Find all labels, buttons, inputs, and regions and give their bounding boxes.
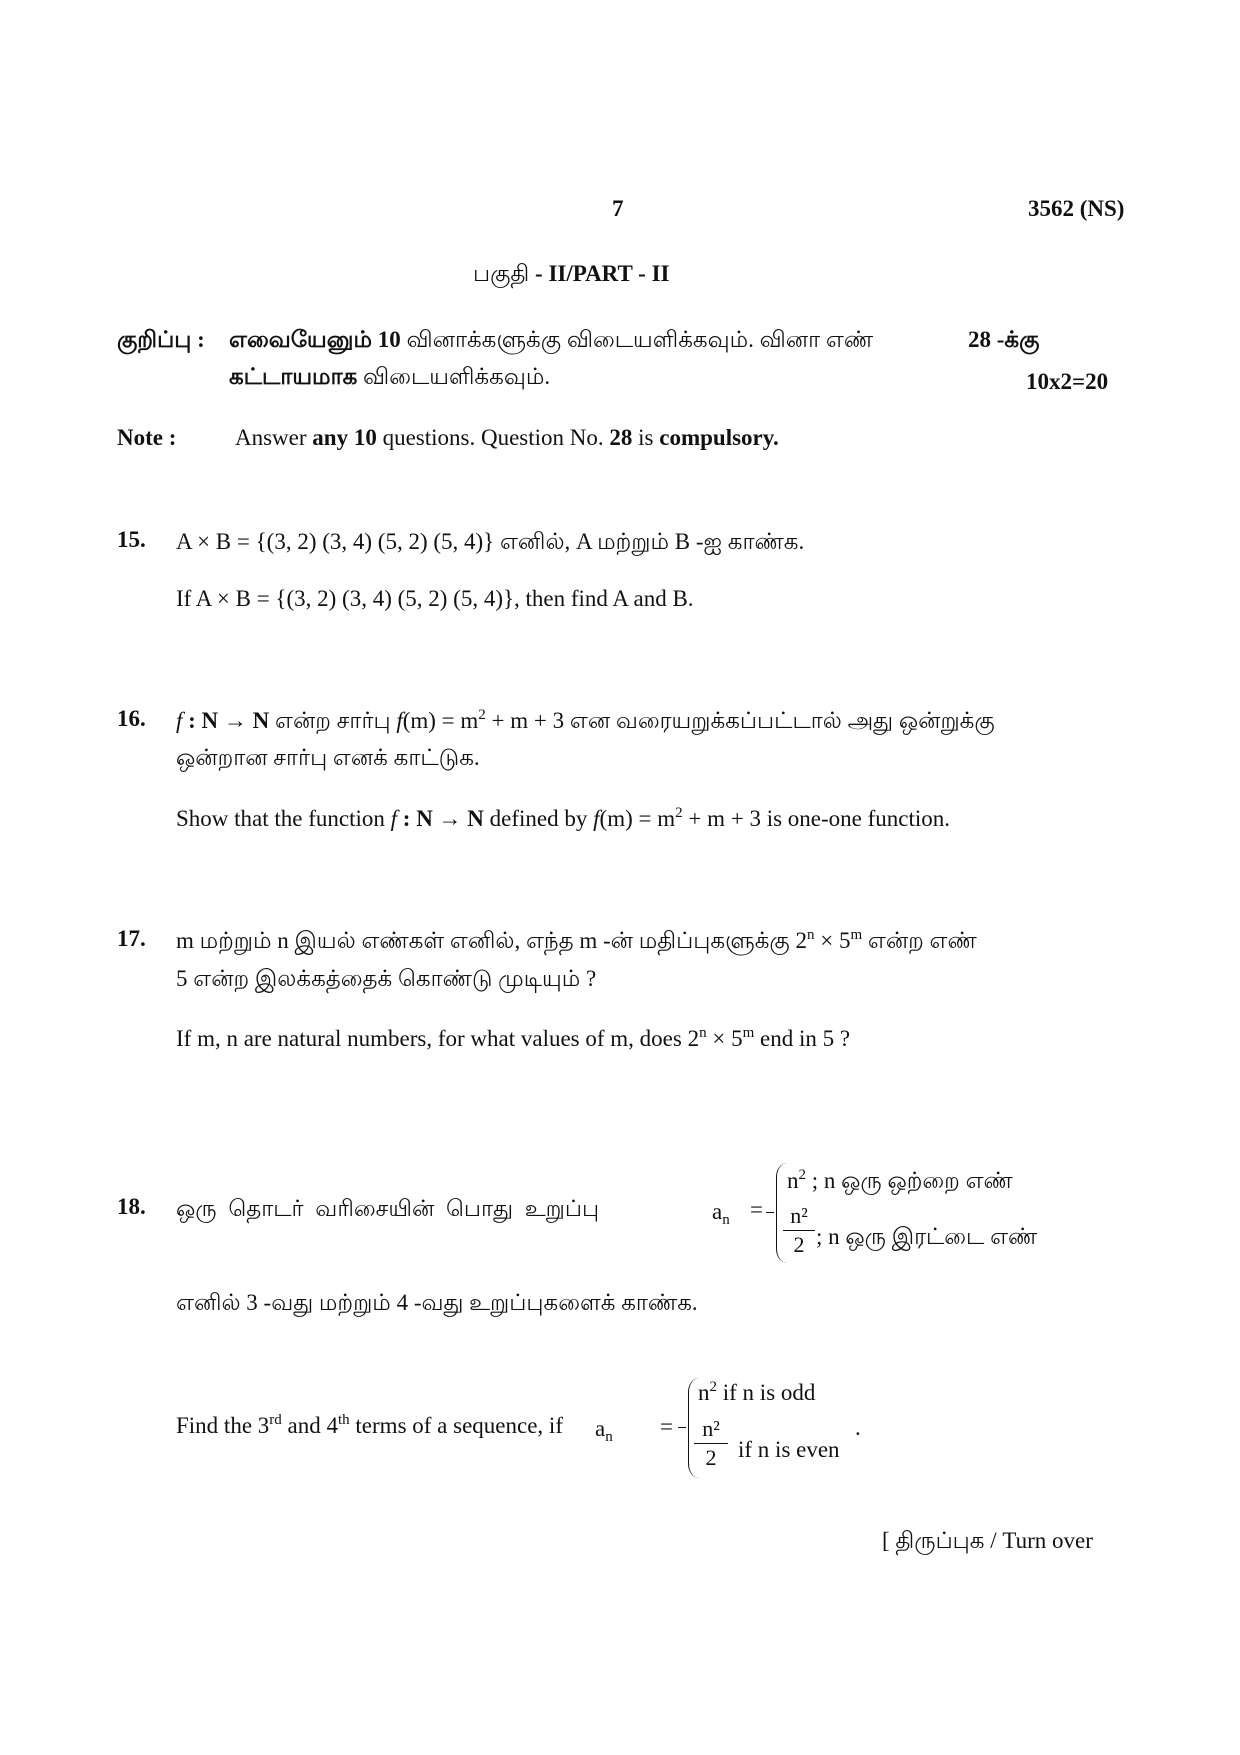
note-q28: 28 xyxy=(609,425,633,450)
note-any10: any 10 xyxy=(312,425,377,450)
instruction-line2-ta xyxy=(229,362,550,392)
q18-en-p1: Find the 3 xyxy=(176,1413,270,1438)
instruction-line1-ta xyxy=(229,325,873,355)
q16-en-post: + m + 3 is one-one function. xyxy=(682,806,951,831)
q18-en-th: th xyxy=(338,1412,350,1428)
q18-en-case1-exp: 2 xyxy=(709,1379,717,1395)
q16-en-exp: 2 xyxy=(675,805,683,821)
question-17-english xyxy=(176,1024,850,1054)
q16-en-f1: f xyxy=(390,806,398,831)
q16-en-f2: f xyxy=(593,806,600,831)
q17-en-mid: × 5 xyxy=(706,1026,743,1051)
note-text xyxy=(235,423,779,453)
part-title-english: II/PART - II xyxy=(548,261,670,286)
q18-ta-case1-n: n xyxy=(787,1168,799,1193)
q16-en-mid: defined by xyxy=(483,806,594,831)
q18-en-equals: = xyxy=(660,1414,673,1439)
q18-en-an xyxy=(595,1414,613,1444)
q18-en-case2-fraction xyxy=(694,1416,728,1471)
paper-code: 3562 (NS) xyxy=(1028,196,1125,221)
question-16-tamil-line2: ஒன்றான சார்பு எனக் காட்டுக. xyxy=(176,745,480,770)
note-part3: is xyxy=(632,425,660,450)
q18-en-frac-bar xyxy=(694,1443,728,1444)
q18-ta-case2-fraction xyxy=(783,1203,815,1258)
q16-mapping: : N → N xyxy=(182,708,270,733)
q17-en-post: end in 5 ? xyxy=(754,1026,851,1051)
q18-en-p3: terms of a sequence, if xyxy=(349,1413,563,1438)
q18-ta-frac-num: n² xyxy=(790,1203,808,1228)
q18-ta-equals: = xyxy=(750,1197,763,1222)
q18-en-case1 xyxy=(698,1378,815,1408)
turn-over-note: [ திருப்புக / Turn over xyxy=(882,1528,1093,1553)
question-18-tamil-line2: எனில் 3 -வது மற்றும் 4 -வது உறுப்புகளைக் காண்க. xyxy=(176,1290,698,1315)
part-title-sep: - xyxy=(529,261,549,286)
q18-ta-brace-tip xyxy=(766,1212,774,1213)
question-17-tamil-line2: 5 என்ற இலக்கத்தைக் கொண்டு முடியும் ? xyxy=(176,966,597,991)
instruction-compulsory-ta: கட்டாயமாக xyxy=(229,364,358,389)
q18-ta-a: a xyxy=(712,1199,723,1224)
q16-ta-post: + m + 3 என வரையறுக்கப்பட்டால் அது ஒன்றுக்கு xyxy=(485,708,995,733)
q17-en-pre: If m, n are natural numbers, for what values of m, does 2 xyxy=(176,1026,700,1051)
q16-en-eq: (m) = m xyxy=(599,806,676,831)
question-15-english: If A × B = {(3, 2) (3, 4) (5, 2) (5, 4)}, then find A and B. xyxy=(176,586,694,611)
page-number: 7 xyxy=(612,196,624,221)
q17-ta-pre: m மற்றும் n இயல் எண்கள் எனில், எந்த m -ன் மதிப்புகளுக்கு 2 xyxy=(176,928,807,953)
q18-en-a-sub: n xyxy=(605,1429,613,1445)
q18-en-frac-den: 2 xyxy=(705,1445,717,1470)
question-16-english xyxy=(176,804,950,834)
part-title xyxy=(473,259,669,289)
instruction-q28-ta: 28 -க்கு xyxy=(968,327,1040,352)
marks-allocation: 10x2=20 xyxy=(1026,369,1109,394)
q18-ta-frac-den: 2 xyxy=(793,1232,805,1257)
q16-f-symbol: f xyxy=(176,708,183,733)
q18-en-p2: and 4 xyxy=(281,1413,338,1438)
q18-en-case2-text: if n is even xyxy=(738,1437,840,1462)
q17-ta-mid: × 5 xyxy=(814,928,851,953)
q16-ta-eq: (m) = m xyxy=(402,708,479,733)
q16-f-symbol-2: f xyxy=(396,708,403,733)
q16-ta-mid: என்ற சார்பு xyxy=(269,708,397,733)
q18-en-brace-tip xyxy=(678,1427,686,1428)
question-18-number: 18. xyxy=(117,1194,146,1219)
q17-ta-exp1: n xyxy=(806,927,815,943)
question-16-number: 16. xyxy=(117,706,146,731)
q17-ta-post: என்ற எண் xyxy=(862,928,977,953)
question-17-number: 17. xyxy=(117,926,146,951)
question-16-tamil-line1 xyxy=(176,706,995,736)
q18-ta-an xyxy=(712,1197,730,1227)
q18-ta-case1 xyxy=(787,1166,1013,1196)
q18-en-case1-text: if n is odd xyxy=(717,1380,816,1405)
question-17-tamil-line1 xyxy=(176,926,977,956)
q17-en-exp1: n xyxy=(699,1025,707,1041)
instruction-any10-ta: எவையேனும் 10 xyxy=(229,327,401,352)
note-label: Note : xyxy=(117,425,177,450)
q16-en-pre: Show that the function xyxy=(176,806,391,831)
q18-ta-case2-text: ; n ஒரு இரட்டை எண் xyxy=(816,1224,1038,1249)
instruction-answer-ta: வினாக்களுக்கு விடையளிக்கவும். வினா எண் xyxy=(406,327,874,352)
question-18-tamil-intro: ஒரு தொடர் வரிசையின் பொது உறுப்பு xyxy=(176,1196,600,1221)
question-15-number: 15. xyxy=(117,527,146,552)
q18-ta-frac-bar xyxy=(783,1230,815,1231)
instruction-answer2-ta: விடையளிக்கவும். xyxy=(363,364,551,389)
question-18-english xyxy=(176,1411,563,1441)
note-part2: questions. Question No. xyxy=(376,425,610,450)
q18-en-rd: rd xyxy=(269,1412,282,1428)
q17-en-exp2: m xyxy=(742,1025,755,1041)
q18-ta-case1-text: ; n ஒரு ஒற்றை எண் xyxy=(806,1168,1013,1193)
instruction-label-ta: குறிப்பு : xyxy=(117,327,205,352)
q17-ta-exp2: m xyxy=(850,927,863,943)
q18-ta-a-sub: n xyxy=(722,1212,730,1228)
q18-en-frac-num: n² xyxy=(702,1416,720,1441)
note-part1: Answer xyxy=(235,425,313,450)
q18-en-end-period: . xyxy=(855,1415,861,1440)
question-15-tamil: A × B = {(3, 2) (3, 4) (5, 2) (5, 4)} எனில், A மற்றும் B -ஐ காண்க. xyxy=(176,529,805,554)
q16-ta-exp: 2 xyxy=(478,707,486,723)
note-compulsory: compulsory. xyxy=(659,425,779,450)
q18-ta-case1-exp: 2 xyxy=(798,1167,806,1183)
q18-en-case1-n: n xyxy=(698,1380,710,1405)
part-title-tamil: பகுதி xyxy=(473,261,530,286)
q18-en-a: a xyxy=(595,1416,606,1441)
q16-en-map: : N → N xyxy=(397,806,484,831)
